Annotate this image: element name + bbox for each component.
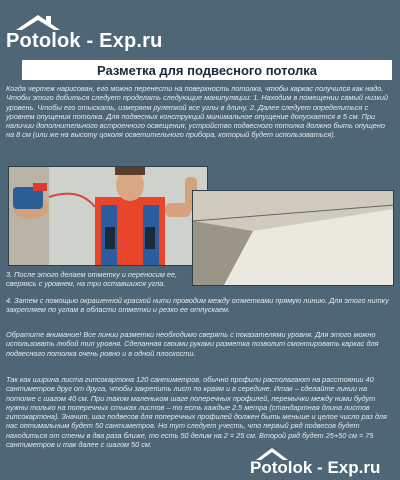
paragraph-profile-spacing: Так как ширина листа гипсокартона 120 сантиметров, обычно профили располагают на расстоянии 40 сантиметров друг от друга, чтобы закрепить лист по краям и в середине. Итак – сделайте линии на потолке с шагом 40 см. При таком маленьком шаге поперечных профилей, перемычки между ними будут нужны только на поперечных стыках листов – то есть каждые 2.5 метра (стандартная длина листов гипсокартона). Значит, шаг подвесов для поперечных профилей должен быть меньше и целое число раз для нас оптимальным будет 50 сантиметров. Но тут следует учесть, что первый ряд подвесов будет находиться от стены в два раза ближе, то есть 50 делим на 2 = 25 см. Второй ряд будет 25+50 см = 75 сантиметров и так далее с шагом 50 см. xyxy=(6,375,387,450)
watermark-text: Potolok - Exp.ru xyxy=(250,458,381,477)
logo-text: Potolok - Exp.ru xyxy=(6,30,163,52)
article-title: Разметка для подвесного потолка xyxy=(22,60,392,80)
site-logo[interactable] xyxy=(6,12,176,56)
worker-photo xyxy=(8,166,208,266)
ceiling-illustration xyxy=(193,191,394,286)
ceiling-corner-photo xyxy=(192,190,394,286)
paragraph-note: Обратите внимание! Все линии разметки необходимо сверять с показателями уровня. Для этого можно использовать любой тип уровня. Сделанная своими руками разметка позволит смонтировать каркас для подвесного потолка очень ровно и в одной плоскости. xyxy=(6,330,379,358)
paragraph-step-4: 4. Затем с помощью окрашенной краской нити проводим между отметками прямую линию. Для этого нитку закрепляем по углам в области отметки и резко ее отпускаем. xyxy=(6,296,389,315)
paragraph-intro: Когда чертеж нарисован, его можно перенести на поверхность потолка, чтобы каркас получился как надо. Чтобы этого добиться следует проделать следующие манипуляции: 1. Находим в помещении самый низкий уровень. Чтобы его отыскать, измеряем рулеткой все углы в длину. 2. Далее следует определиться с уровнем опущения потолка. Для подвесных конструкций минимальное опущение допускается в 5 см. При наличии дополнительного встроенного освещения, устройство подвесного потолка должно быть опущено на 8 см (или же на высоту цоколя осветительного прибора, который будет использоваться). xyxy=(6,84,389,140)
paragraph-step-3: 3. После этого делаем отметку и переносим ее, сверяясь с уровнем, на три оставшихся угла. xyxy=(6,270,178,289)
worker-illustration xyxy=(9,167,208,266)
watermark-logo xyxy=(250,446,400,480)
